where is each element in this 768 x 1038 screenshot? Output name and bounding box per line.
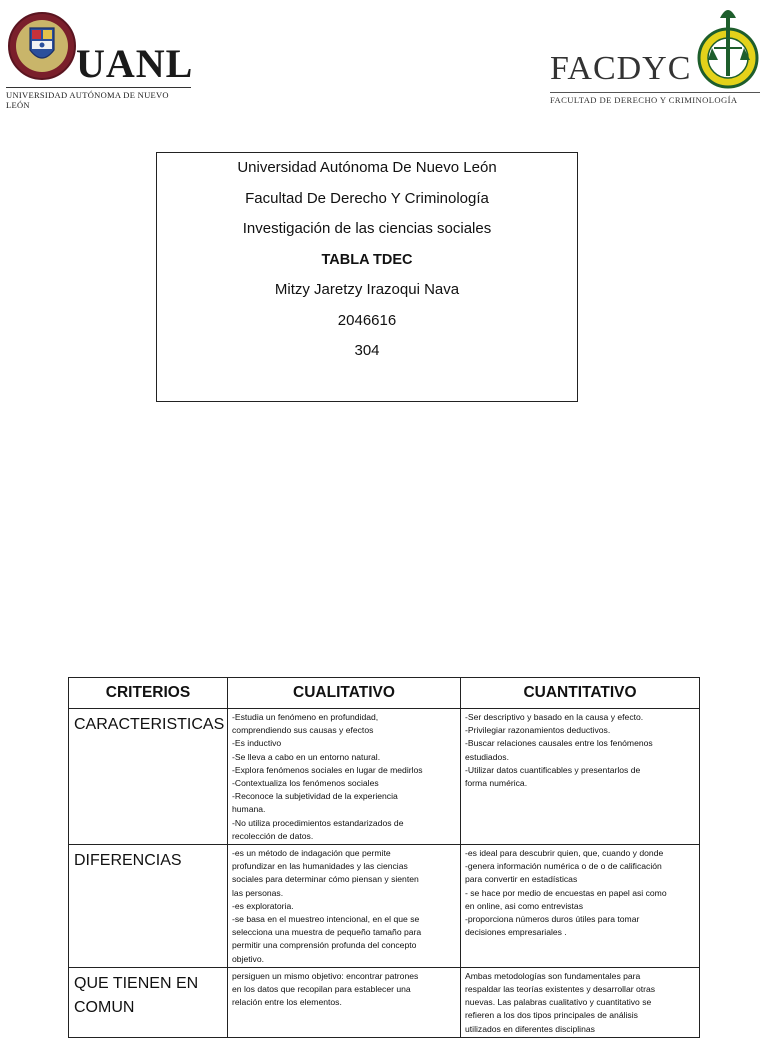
cell-line: permitir una comprensión profunda del concepto xyxy=(232,940,417,951)
uanl-wordmark: UANL xyxy=(76,41,194,86)
cell-line: persiguen un mismo objetivo: encontrar patrones xyxy=(232,970,419,981)
cualitativo-cell xyxy=(228,845,461,968)
cell-line: -Contextualiza los fenómenos sociales xyxy=(232,778,379,789)
cell-line: respaldar las teorías existentes y desarrollar otras xyxy=(465,984,656,995)
cell-line: comprendiendo sus causas y efectos xyxy=(232,725,374,736)
cell-line: -Estudia un fenómeno en profundidad, xyxy=(232,712,379,722)
cell-line: -Se lleva a cabo en un entorno natural. xyxy=(232,751,381,762)
cell-line: Ambas metodologías son fundamentales para xyxy=(465,970,641,981)
cell-line: - se hace por medio de encuestas en papel asi como xyxy=(465,887,667,898)
tdec-table xyxy=(68,677,700,1038)
cell-line: en online, asi como entrevistas xyxy=(465,900,583,911)
cualitativo-cell xyxy=(228,709,461,845)
cell-line: -No utiliza procedimientos estandarizados de xyxy=(232,817,404,828)
cell-line: refieren a los dos tipos principales de análisis xyxy=(465,1010,638,1021)
cell-line: -se basa en el muestreo intencional, en el que se xyxy=(232,914,420,925)
cover-student: Mitzy Jaretzy Irazoqui Nava xyxy=(274,281,460,298)
cuantitativo-cell xyxy=(461,845,700,968)
cell-line: -Explora fenómenos sociales en lugar de medirlos xyxy=(232,764,423,775)
table-row xyxy=(69,967,700,1037)
facdyc-subtitle: FACULTAD DE DERECHO Y CRIMINOLOGÍA xyxy=(550,92,760,105)
criterion-cell: CARACTERISTICAS xyxy=(69,709,228,845)
cell-line: -Buscar relaciones causales entre los fenómenos xyxy=(465,738,653,749)
cell-line: -Es inductivo xyxy=(232,738,282,749)
cualitativo-cell xyxy=(228,967,461,1037)
cell-line: estudiados. xyxy=(465,751,509,762)
cell-line: nuevas. Las palabras cualitativo y cuantitativo se xyxy=(465,997,652,1008)
cover-title: TABLA TDEC xyxy=(321,251,413,268)
table-header-row xyxy=(69,678,700,709)
cell-line: decisiones empresariales . xyxy=(465,927,567,938)
cover-faculty: Facultad De Derecho Y Criminología xyxy=(245,189,489,207)
cell-line: -Utilizar datos cuantificables y presentarlos de xyxy=(465,764,641,775)
cuantitativo-cell xyxy=(461,967,700,1037)
table-row xyxy=(69,845,700,968)
cuantitativo-cell xyxy=(461,709,700,845)
cell-line: relación entre los elementos. xyxy=(232,997,342,1008)
table-row xyxy=(69,709,700,845)
cell-line: forma numérica. xyxy=(465,778,528,789)
cell-line: humana. xyxy=(232,804,266,815)
cell-line: profundizar en las humanidades y las ciencias xyxy=(232,861,408,872)
cell-line: utilizados en diferentes disciplinas xyxy=(465,1023,595,1034)
header-cualitativo: CUALITATIVO xyxy=(228,678,461,709)
cell-line: recolección de datos. xyxy=(232,830,314,841)
uanl-subtitle: UNIVERSIDAD AUTÓNOMA DE NUEVO LEÓN xyxy=(6,87,191,110)
cover-box xyxy=(156,152,578,402)
cell-line: -genera información numérica o de o de calificación xyxy=(465,861,662,872)
header-criterios: CRITERIOS xyxy=(69,678,228,709)
criterion-cell: DIFERENCIAS xyxy=(69,845,228,968)
cell-line: -Ser descriptivo y basado en la causa y efecto. xyxy=(465,712,644,722)
criterion-cell: QUE TIENEN EN COMUN xyxy=(69,967,228,1037)
cell-line: selecciona una muestra de pequeño tamaño para xyxy=(232,927,422,938)
cover-university: Universidad Autónoma De Nuevo León xyxy=(237,159,497,176)
cover-student-id: 2046616 xyxy=(337,311,397,329)
cell-line: -proporciona números duros útiles para tomar xyxy=(465,914,640,925)
cell-line: para convertir en estadísticas xyxy=(465,874,578,885)
cell-line: -es ideal para descubrir quien, que, cuando y donde xyxy=(465,848,664,859)
cell-line: -Privilegiar razonamientos deductivos. xyxy=(465,725,611,736)
cell-line: sociales para determinar cómo piensan y sienten xyxy=(232,874,419,885)
cell-line: -Reconoce la subjetividad de la experiencia xyxy=(232,791,398,802)
cell-line: -es exploratoria. xyxy=(232,900,294,911)
facdyc-wordmark: FACDYC xyxy=(550,50,692,87)
cell-line: en los datos que recopilan para establecer una xyxy=(232,984,411,995)
cell-line: -es un método de indagación que permite xyxy=(232,848,391,859)
cover-course: Investigación de las ciencias sociales xyxy=(242,220,492,237)
header-cuantitativo: CUANTITATIVO xyxy=(461,678,700,709)
cell-line: las personas. xyxy=(232,887,284,898)
cell-line: objetivo. xyxy=(232,953,265,964)
cover-group: 304 xyxy=(354,342,380,359)
